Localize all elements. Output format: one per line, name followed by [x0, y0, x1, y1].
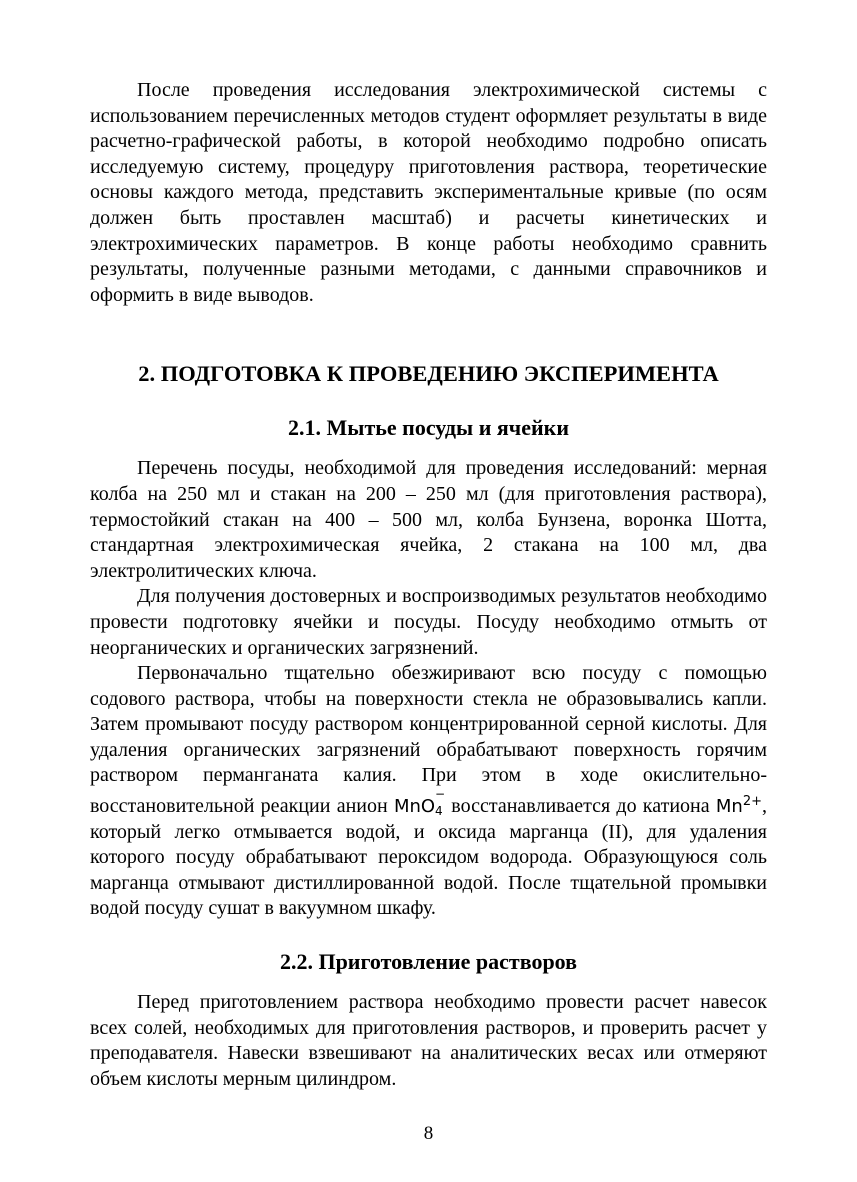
cleaning-text-part1: Первоначально тщательно обезжиривают всю посуду с помощью содового раствора, чтобы на поверхности стекла не образовывались капли. Затем промывают посуду раствором концентрированной серной кислоты. Для удаления органических загрязнений обрабатывают поверхность горячим раствором перманганата калия. При этом в ходе окислительно-восстановительной реакции анион — [90, 662, 767, 818]
cation-charge: 2+ — [742, 794, 762, 810]
solutions-paragraph: Перед приготовлением раствора необходимо провести расчет навесок всех солей, необходимых для приготовления растворов, и проверить расчет у преподавателя. Навески взвешивают на аналитических весах или отмеряют объем кислоты мерным цилиндром. — [90, 991, 767, 1090]
permanganate-anion-formula — [393, 787, 446, 819]
cleaning-text-part2: восстанавливается до катиона — [445, 795, 716, 818]
cleaning-procedure-paragraph — [90, 661, 767, 922]
page-number: 8 — [423, 1123, 434, 1144]
intro-paragraph: После проведения исследования электрохимической системы с использованием перечисленных методов студент оформляет результаты в виде расчетно-графической работы, в которой необходимо подробно описать исследуемую систему, процедуру приготовления раствора, теоретические основы каждого метода, представить экспериментальные кривые (по осям должен быть проставлен масштаб) и расчеты кинетических и электрохимических параметров. В конце работы необходимо сравнить результаты, полученные разными методами, с данными справочников и оформить в виде выводов. — [90, 79, 767, 306]
chapter-title: 2. ПОДГОТОВКА К ПРОВЕДЕНИЮ ЭКСПЕРИМЕНТА — [138, 361, 719, 387]
section-title-solutions: 2.2. Приготовление растворов — [279, 949, 578, 975]
preparation-paragraph: Для получения достоверных и воспроизводимых результатов необходимо провести подготовку ячейки и посуды. Посуду необходимо отмыть от неорганических и органических загрязнений. — [90, 585, 767, 659]
page-content — [90, 78, 767, 1092]
section-title-washing: 2.1. Мытье посуды и ячейки — [288, 415, 569, 441]
glassware-list-paragraph: Перечень посуды, необходимой для проведения исследований: мерная колба на 250 мл и стакан на 200 – 250 мл (для приготовления раствора), термостойкий стакан на 400 – 500 мл, колба Бунзена, воронка Шотта, стандартная электрохимическая ячейка, 2 стакана на 100 мл, два электролитических ключа. — [90, 457, 767, 582]
cleaning-text-part3: , который легко отмывается водой, и оксида марганца (II), для удаления которого посуду обрабатывают пероксидом водорода. Образующуюся соль марганца отмывают дистиллированной водой. После тщательной промывки водой посуду сушат в вакуумном шкафу. — [90, 795, 767, 920]
cation-base: Mn — [715, 796, 743, 818]
anion-base: MnO — [393, 796, 436, 818]
anion-charge: − — [435, 787, 446, 802]
anion-indices — [435, 787, 446, 819]
anion-count: 4 — [435, 804, 443, 819]
manganese-cation-formula — [716, 796, 762, 817]
